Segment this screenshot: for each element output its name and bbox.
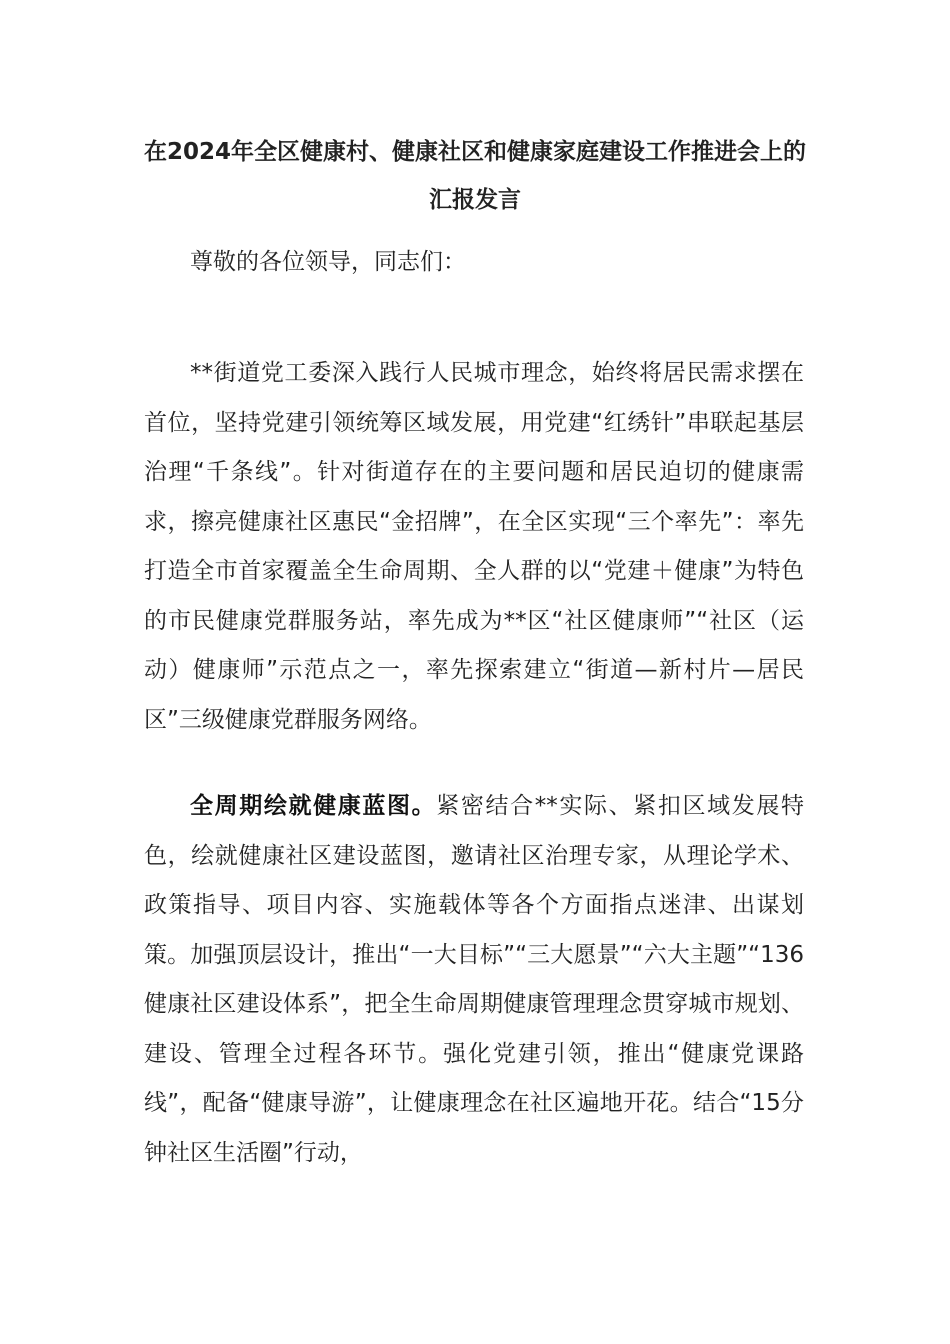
paragraph-1 bbox=[144, 349, 804, 745]
paragraph-2 bbox=[144, 782, 804, 1178]
paragraph-1-text: **街道党工委深入践行人民城市理念，始终将居民需求摆在首位，坚持党建引领统筹区域发展，用党建“红绣针”串联起基层治理“千条线”。针对街道存在的主要问题和居民迫切的健康需求，擦亮健康社区惠民“金招牌”，在全区实现“三个率先”：率先打造全市首家覆盖全生命周期、全人群的以“党建＋健康”为特色的市民健康党群服务站，率先成为**区“社区健康师”“社区（运动）健康师”示范点之一，率先探索建立“街道—新村片—居民区”三级健康党群服务网络。 bbox=[144, 360, 804, 733]
document-title: 在2024年全区健康村、健康社区和健康家庭建设工作推进会上的汇报发言 bbox=[143, 139, 806, 213]
paragraph-2-text: 紧密结合**实际、紧扣区域发展特色，绘就健康社区建设蓝图，邀请社区治理专家，从理论学术、政策指导、项目内容、实施载体等各个方面指点迷津、出谋划策。加强顶层设计，推出“一大目标”“三大愿景”“六大主题”“136健康社区建设体系”，把全生命周期健康管理理念贯穿城市规划、建设、管理全过程各环节。强化党建引领，推出“健康党课路线”，配备“健康导游”，让健康理念在社区遍地开花。结合“15分钟社区生活圈”行动， bbox=[144, 793, 804, 1166]
greeting: 尊敬的各位领导，同志们： bbox=[190, 249, 466, 275]
paragraph-2-lead: 全周期绘就健康蓝图。 bbox=[190, 793, 437, 819]
